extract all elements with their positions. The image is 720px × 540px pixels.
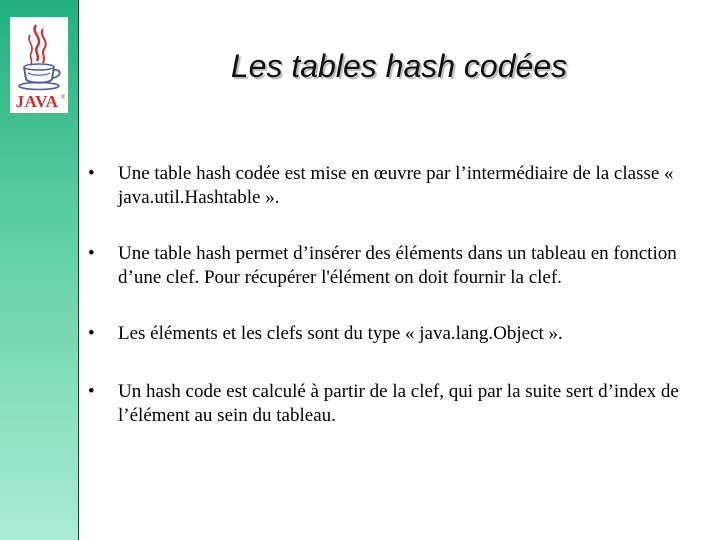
bullet-text: Les éléments et les clefs sont du type « java.lang.Object ». — [118, 323, 563, 344]
bullet-item — [88, 242, 688, 290]
bullet-icon: • — [88, 381, 95, 402]
bullet-text: Une table hash codée est mise en œuvre par l’intermédiaire de la classe « java.util.Hashtable ». — [118, 163, 674, 208]
left-sidebar — [0, 0, 79, 540]
bullet-item — [88, 380, 688, 428]
bullet-list — [88, 162, 688, 428]
bullet-item — [88, 162, 688, 210]
bullet-icon: • — [88, 243, 95, 264]
bullet-text: Une table hash permet d’insérer des éléments dans un tableau en fonction d’une clef. Pour récupérer l'élément on doit fournir la clef. — [118, 243, 677, 288]
bullet-icon: • — [88, 163, 95, 184]
bullet-text: Un hash code est calculé à partir de la clef, qui par la suite sert d’index de l’élément au sein du tableau. — [118, 381, 679, 426]
slide-title: Les tables hash codées — [230, 48, 568, 84]
trademark-symbol: ® — [60, 95, 66, 101]
bullet-item — [88, 322, 688, 346]
java-coffee-cup-icon — [10, 17, 68, 113]
java-logo — [10, 17, 68, 113]
java-logo-text: JAVA — [15, 92, 59, 111]
bullet-icon: • — [88, 323, 95, 344]
